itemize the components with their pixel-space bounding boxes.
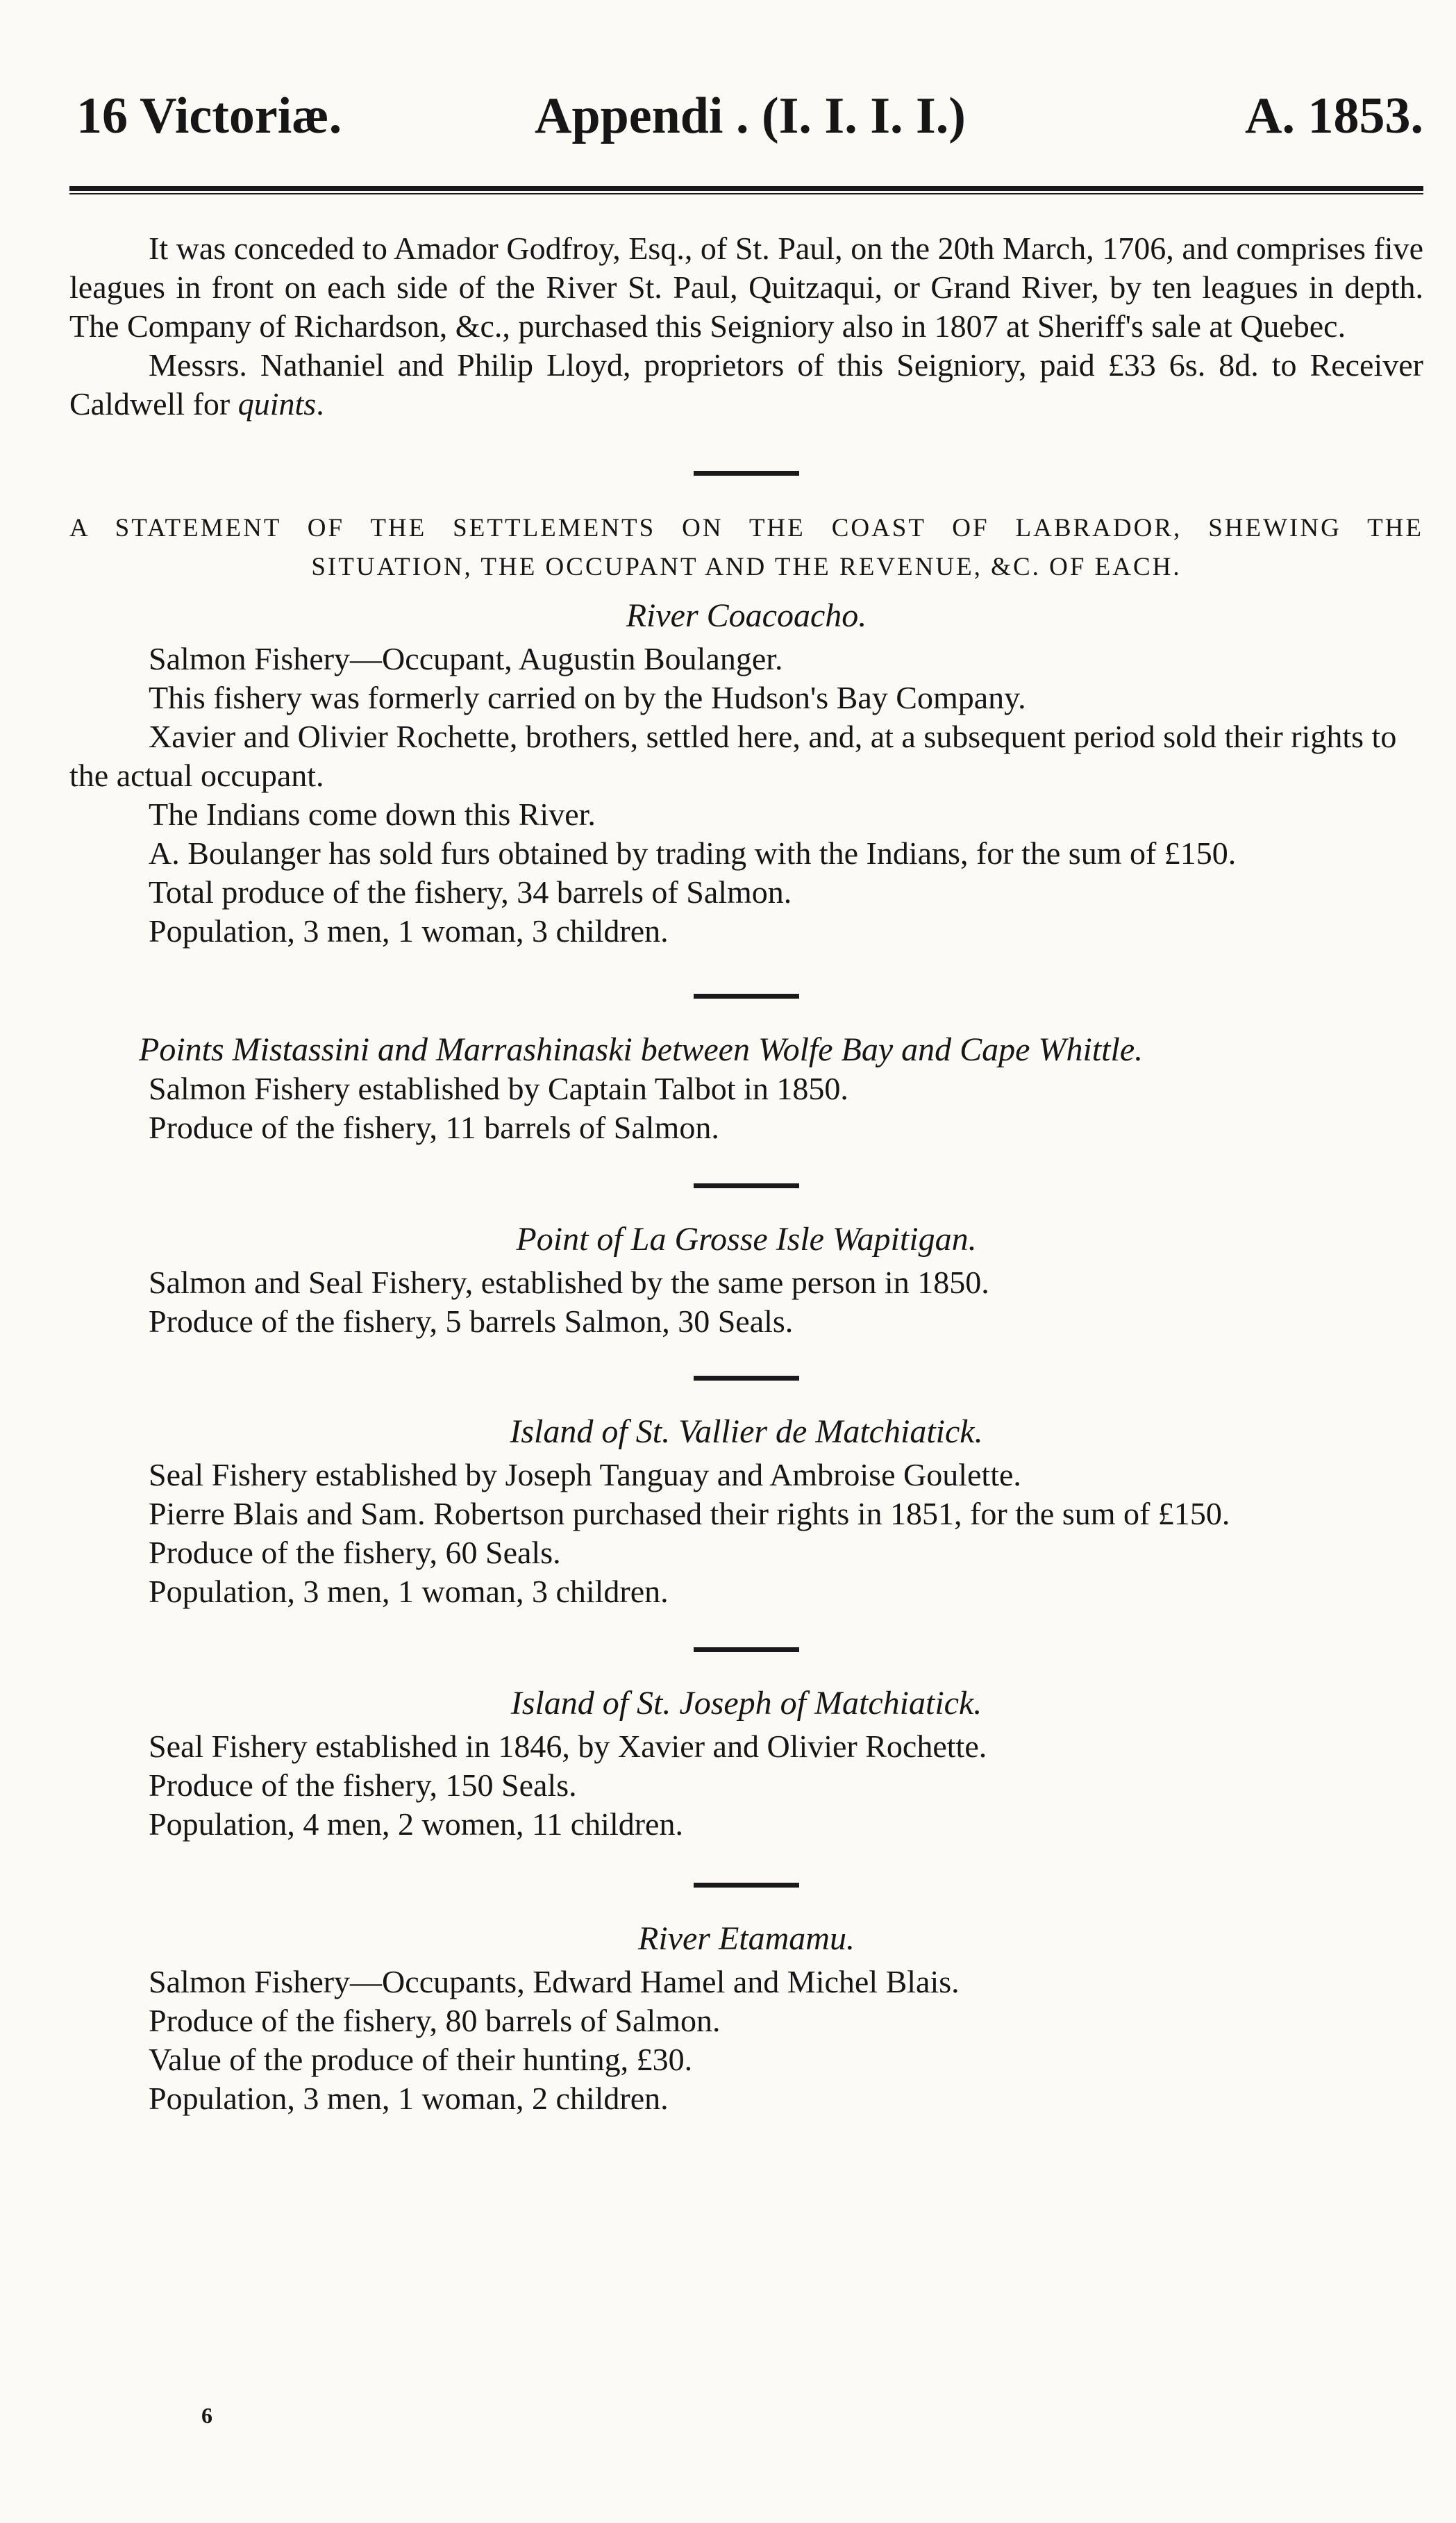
entry-line: Xavier and Olivier Rochette, brothers, settled here, and, at a subsequent period sold their rights to the actual occupant. (69, 719, 1397, 793)
entry-line: Produce of the fishery, 80 barrels of Salmon. (149, 2003, 721, 2038)
intro-paragraph-2-italic: quints (237, 386, 317, 422)
section-heading: River Coacoacho. (626, 597, 867, 634)
entry-line: The Indians come down this River. (149, 797, 596, 832)
entry-line: Seal Fishery established in 1846, by Xavier and Olivier Rochette. (149, 1729, 987, 1764)
section-heading: Points Mistassini and Marrashinaski between Wolfe Bay and Cape Whittle. (139, 1031, 1144, 1068)
entry-line: A. Boulanger has sold furs obtained by trading with the Indians, for the sum of £150. (149, 835, 1237, 871)
entry-line: Population, 3 men, 1 woman, 3 children. (149, 1574, 669, 1609)
statement-title-line-2: SITUATION, THE OCCUPANT AND THE REVENUE, &C. OF EACH. (311, 553, 1182, 581)
statement-title-line-1: A STATEMENT OF THE SETTLEMENTS ON THE COAST OF LABRADOR, SHEWING THE (69, 514, 1423, 542)
entry-line: Seal Fishery established by Joseph Tanguay and Ambroise Goulette. (149, 1457, 1021, 1492)
document-page (69, 0, 1423, 2116)
entry-line: Total produce of the fishery, 34 barrels of Salmon. (149, 874, 792, 910)
header-year: A. 1853. (1245, 88, 1423, 144)
header-session: 16 Victoriæ. (76, 88, 342, 144)
intro-paragraph-2-text: Messrs. Nathaniel and Philip Lloyd, proprietors of this Seigniory, paid £33 6s. 8d. to Receiver Caldwell for (69, 347, 1423, 422)
signature-mark: 6 (201, 2403, 212, 2428)
page-body (69, 229, 1423, 2118)
entry-line: Produce of the fishery, 5 barrels Salmon, 30 Seals. (149, 1304, 794, 1339)
intro-paragraph-2-end: . (316, 386, 324, 422)
section-divider (694, 994, 799, 999)
entry-line: Produce of the fishery, 11 barrels of Salmon. (149, 1110, 719, 1145)
header-rule (69, 186, 1423, 194)
header-appendix: Appendi . (I. I. I. I.) (535, 88, 966, 144)
entry-line: Value of the produce of their hunting, £30. (149, 2042, 693, 2077)
entry-line: This fishery was formerly carried on by the Hudson's Bay Company. (149, 680, 1026, 715)
entry-line: Pierre Blais and Sam. Robertson purchased their rights in 1851, for the sum of £150. (149, 1496, 1230, 1531)
entry-line: Produce of the fishery, 60 Seals. (149, 1535, 561, 1570)
entry-line: Population, 4 men, 2 women, 11 children. (149, 1806, 683, 1842)
section-divider (694, 471, 799, 476)
entry-line: Salmon Fishery—Occupant, Augustin Boulanger. (149, 641, 783, 676)
section-heading: Island of St. Joseph of Matchiatick. (510, 1685, 982, 1722)
running-head (69, 0, 1423, 144)
section-divider (694, 1183, 799, 1188)
intro-paragraph-2 (69, 346, 1423, 424)
section-heading: Point of La Grosse Isle Wapitigan. (516, 1221, 977, 1258)
entry-line: Produce of the fishery, 150 Seals. (149, 1767, 577, 1803)
section-divider (694, 1647, 799, 1652)
section-heading: Island of St. Vallier de Matchiatick. (510, 1413, 983, 1450)
section-heading: River Etamamu. (638, 1920, 855, 1957)
entry-line: Salmon Fishery established by Captain Talbot in 1850. (149, 1071, 848, 1106)
entry-line: Population, 3 men, 1 woman, 2 children. (149, 2081, 669, 2116)
section-divider (694, 1883, 799, 1888)
entry-line: Population, 3 men, 1 woman, 3 children. (149, 913, 669, 949)
section-divider (694, 1376, 799, 1381)
entry-line: Salmon and Seal Fishery, established by the same person in 1850. (149, 1265, 989, 1300)
entry-line: Salmon Fishery—Occupants, Edward Hamel and Michel Blais. (149, 1964, 960, 1999)
intro-paragraph-1: It was conceded to Amador Godfroy, Esq., of St. Paul, on the 20th March, 1706, and comprises five leagues in front on each side of the River St. Paul, Quitzaqui, or Grand River, by ten leagues in depth. The Company of Richardson, &c., purchased this Seigniory also in 1807 at Sheriff's sale at Quebec. (69, 231, 1423, 344)
